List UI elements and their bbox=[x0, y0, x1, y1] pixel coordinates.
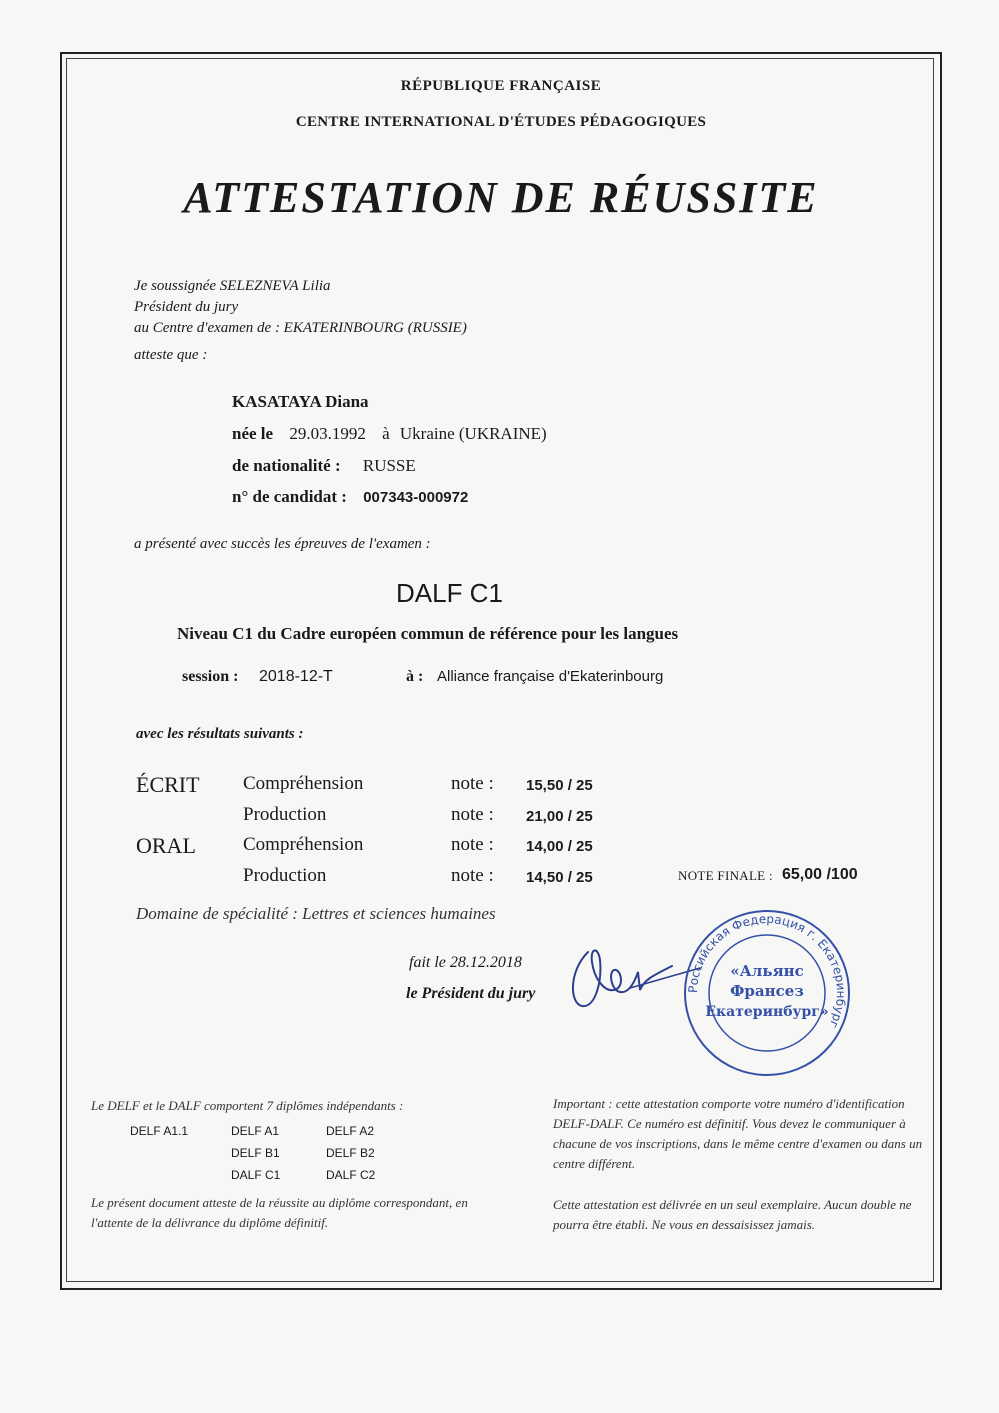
nationality-label: de nationalité : bbox=[232, 456, 341, 475]
born-place-label: à bbox=[382, 424, 390, 443]
results-heading: avec les résultats suivants : bbox=[136, 726, 304, 742]
intro-line-4: atteste que : bbox=[134, 347, 208, 363]
session-value: 2018-12-T bbox=[259, 668, 333, 685]
stamp-line-3: Екатеринбург» bbox=[705, 1004, 829, 1020]
candidate-number bbox=[232, 487, 468, 507]
footer-left-note: Le présent document atteste de la réussite au diplôme correspondant, en l'attente de la délivrance du diplôme définitif. bbox=[91, 1195, 468, 1230]
diploma-item: DELF B2 bbox=[326, 1146, 375, 1160]
place-value: Alliance française d'Ekaterinbourg bbox=[437, 668, 664, 685]
section-label: ÉCRIT bbox=[136, 772, 200, 797]
footer-single-copy-note: Cette attestation est délivrée en un seul exemplaire. Aucun double ne pourra être établi. Ne vous en dessaisissez jamais. bbox=[553, 1197, 912, 1232]
speciality-domain: Domaine de spécialité : Lettres et sciences humaines bbox=[136, 904, 496, 923]
note-label: note : bbox=[451, 865, 494, 886]
category-label: Production bbox=[243, 804, 327, 825]
diploma-item: DELF B1 bbox=[231, 1146, 280, 1160]
footer-important-note: Important : cette attestation comporte votre numéro d'identification DELF-DALF. Ce numéro est définitif. Vous devez le communiquer à chacune de vos inscriptions, dans le même centre d'examen ou dans un centre différent. bbox=[553, 1096, 923, 1171]
born-place: Ukraine (UKRAINE) bbox=[399, 424, 547, 443]
candidate-nationality bbox=[232, 456, 416, 476]
category-label: Production bbox=[243, 865, 327, 886]
footer-left-title: Le DELF et le DALF comportent 7 diplômes indépendants : bbox=[91, 1098, 404, 1113]
official-stamp bbox=[672, 908, 862, 1078]
exam-name: DALF C1 bbox=[396, 578, 503, 608]
note-label: note : bbox=[451, 804, 494, 825]
exam-level: Niveau C1 du Cadre européen commun de référence pour les langues bbox=[177, 624, 679, 643]
category-label: Compréhension bbox=[243, 773, 364, 794]
score-value: 14,50 / 25 bbox=[526, 869, 593, 886]
centre-heading: CENTRE INTERNATIONAL D'ÉTUDES PÉDAGOGIQUES bbox=[295, 114, 707, 130]
category-label: Compréhension bbox=[243, 834, 364, 855]
number-label: n° de candidat : bbox=[232, 487, 347, 506]
born-label: née le bbox=[232, 424, 274, 443]
score-value: 15,50 / 25 bbox=[526, 777, 593, 794]
final-note-value: 65,00 /100 bbox=[782, 866, 858, 883]
note-label: note : bbox=[451, 834, 494, 855]
session-label: session : bbox=[182, 668, 239, 685]
diploma-item: DALF C1 bbox=[231, 1168, 281, 1182]
diploma-item: DELF A2 bbox=[326, 1124, 375, 1138]
final-note-label: NOTE FINALE : bbox=[678, 868, 773, 883]
republic-heading: RÉPUBLIQUE FRANÇAISE bbox=[400, 78, 602, 94]
note-label: note : bbox=[451, 773, 494, 794]
score-value: 21,00 / 25 bbox=[526, 808, 593, 825]
president-label: le Président du jury bbox=[406, 985, 536, 1002]
intro-line-2: Président du jury bbox=[134, 299, 239, 315]
section-label: ORAL bbox=[136, 833, 196, 858]
intro-line-3: au Centre d'examen de : EKATERINBOURG (RUSSIE) bbox=[134, 320, 467, 336]
candidate-name: KASATAYA Diana bbox=[232, 392, 369, 411]
score-value: 14,00 / 25 bbox=[526, 838, 593, 855]
stamp-line-2: Франсез bbox=[730, 982, 804, 1000]
place-label: à : bbox=[406, 668, 424, 685]
document-title: ATTESTATION DE RÉUSSITE bbox=[183, 173, 819, 222]
stamp-ring-text: Российская Федерация г. Екатеринбург bbox=[685, 911, 849, 1031]
diploma-item: DALF C2 bbox=[326, 1168, 376, 1182]
intro-line-1: Je soussignée SELEZNEVA Lilia bbox=[134, 278, 331, 294]
number-value: 007343-000972 bbox=[363, 489, 469, 506]
nationality-value: RUSSE bbox=[362, 456, 416, 475]
diploma-item: DELF A1 bbox=[231, 1124, 280, 1138]
candidate-birth bbox=[232, 424, 547, 444]
stamp-line-1: «Альянс bbox=[730, 962, 804, 980]
exam-intro: a présenté avec succès les épreuves de l'examen : bbox=[134, 536, 431, 552]
diploma-item: DELF A1.1 bbox=[130, 1124, 189, 1138]
issue-date: fait le 28.12.2018 bbox=[409, 954, 522, 971]
born-date: 29.03.1992 bbox=[289, 424, 366, 443]
